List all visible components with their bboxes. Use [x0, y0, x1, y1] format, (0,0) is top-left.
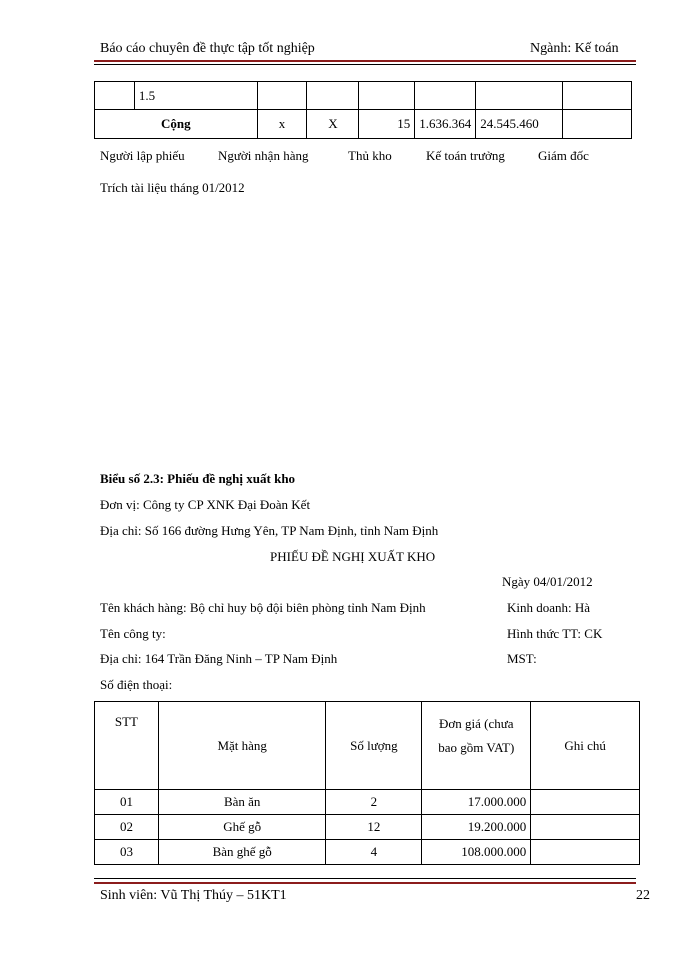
header-stt: STT — [95, 702, 159, 790]
row-price: 17.000.000 — [422, 790, 531, 815]
signature-receiver: Người nhận hàng — [218, 148, 309, 163]
footer-rule-black — [94, 878, 636, 879]
form-date: Ngày 04/01/2012 — [502, 574, 593, 589]
goods-table — [94, 701, 640, 865]
row-note — [531, 840, 640, 865]
table-row — [95, 82, 632, 110]
row-note — [531, 790, 640, 815]
row-item: Bàn ăn — [158, 790, 326, 815]
header-price-line2: bao gồm VAT) — [438, 739, 515, 755]
header-item: Mặt hàng — [158, 702, 326, 790]
continued-table — [94, 81, 632, 139]
table-row — [95, 790, 640, 815]
source-note: Trích tài liệu tháng 01/2012 — [100, 180, 245, 195]
row-stt: 02 — [95, 815, 159, 840]
header-major: Ngành: Kế toán — [530, 41, 619, 56]
form-business: Kinh doanh: Hà — [507, 600, 591, 615]
total-c2: X — [307, 110, 359, 139]
total-c1: x — [257, 110, 307, 139]
row-stt: 03 — [95, 840, 159, 865]
row-note — [531, 815, 640, 840]
form-customer-address: Địa chỉ: 164 Trần Đăng Ninh – TP Nam Định — [100, 651, 338, 666]
form-payment: Hình thức TT: CK — [507, 626, 603, 641]
table-row — [95, 815, 640, 840]
table-row — [95, 840, 640, 865]
row-item: Bàn ghế gỗ — [158, 840, 326, 865]
header-price — [422, 702, 531, 790]
goods-table-header — [95, 702, 640, 790]
signature-storekeeper: Thủ kho — [348, 148, 392, 163]
header-note: Ghi chú — [531, 702, 640, 790]
form-tax-code: MST: — [507, 651, 537, 666]
header-price-line1: Đơn giá (chưa — [438, 715, 514, 731]
cell-1-5: 1.5 — [134, 82, 257, 110]
row-stt: 01 — [95, 790, 159, 815]
header-rule-black — [94, 64, 636, 65]
header-title: Báo cáo chuyên đề thực tập tốt nghiệp — [100, 41, 315, 56]
form-customer: Tên khách hàng: Bộ chỉ huy bộ đội biên phòng tỉnh Nam Định — [100, 600, 426, 615]
total-amount: 24.545.460 — [476, 110, 563, 139]
total-row — [95, 110, 632, 139]
header-qty: Số lượng — [326, 702, 422, 790]
row-price: 19.200.000 — [422, 815, 531, 840]
row-qty: 4 — [326, 840, 422, 865]
header-rule-red — [94, 60, 636, 62]
row-qty: 12 — [326, 815, 422, 840]
signature-preparer: Người lập phiếu — [100, 148, 185, 163]
row-qty: 2 — [326, 790, 422, 815]
form-unit: Đơn vị: Công ty CP XNK Đại Đoàn Kết — [100, 497, 311, 512]
signature-director: Giám đốc — [538, 148, 589, 163]
signature-chief-accountant: Kế toán trưởng — [426, 148, 505, 163]
footer-student: Sinh viên: Vũ Thị Thúy – 51KT1 — [100, 888, 287, 903]
form-title: PHIẾU ĐỀ NGHỊ XUẤT KHO — [270, 549, 436, 564]
footer-rule-red — [94, 882, 636, 884]
row-price: 108.000.000 — [422, 840, 531, 865]
row-item: Ghế gỗ — [158, 815, 326, 840]
total-price: 1.636.364 — [415, 110, 476, 139]
total-qty: 15 — [359, 110, 415, 139]
form-phone: Số điện thoại: — [100, 677, 173, 692]
page-number: 22 — [636, 888, 650, 903]
form-address: Địa chỉ: Số 166 đường Hưng Yên, TP Nam Định, tỉnh Nam Định — [100, 523, 439, 538]
form-caption — [100, 471, 295, 487]
form-caption-number: Biểu số 2.3: — [100, 471, 164, 486]
total-label: Cộng — [95, 110, 258, 139]
form-caption-text: Phiếu đề nghị xuất kho — [163, 471, 296, 486]
form-company: Tên công ty: — [100, 626, 166, 641]
